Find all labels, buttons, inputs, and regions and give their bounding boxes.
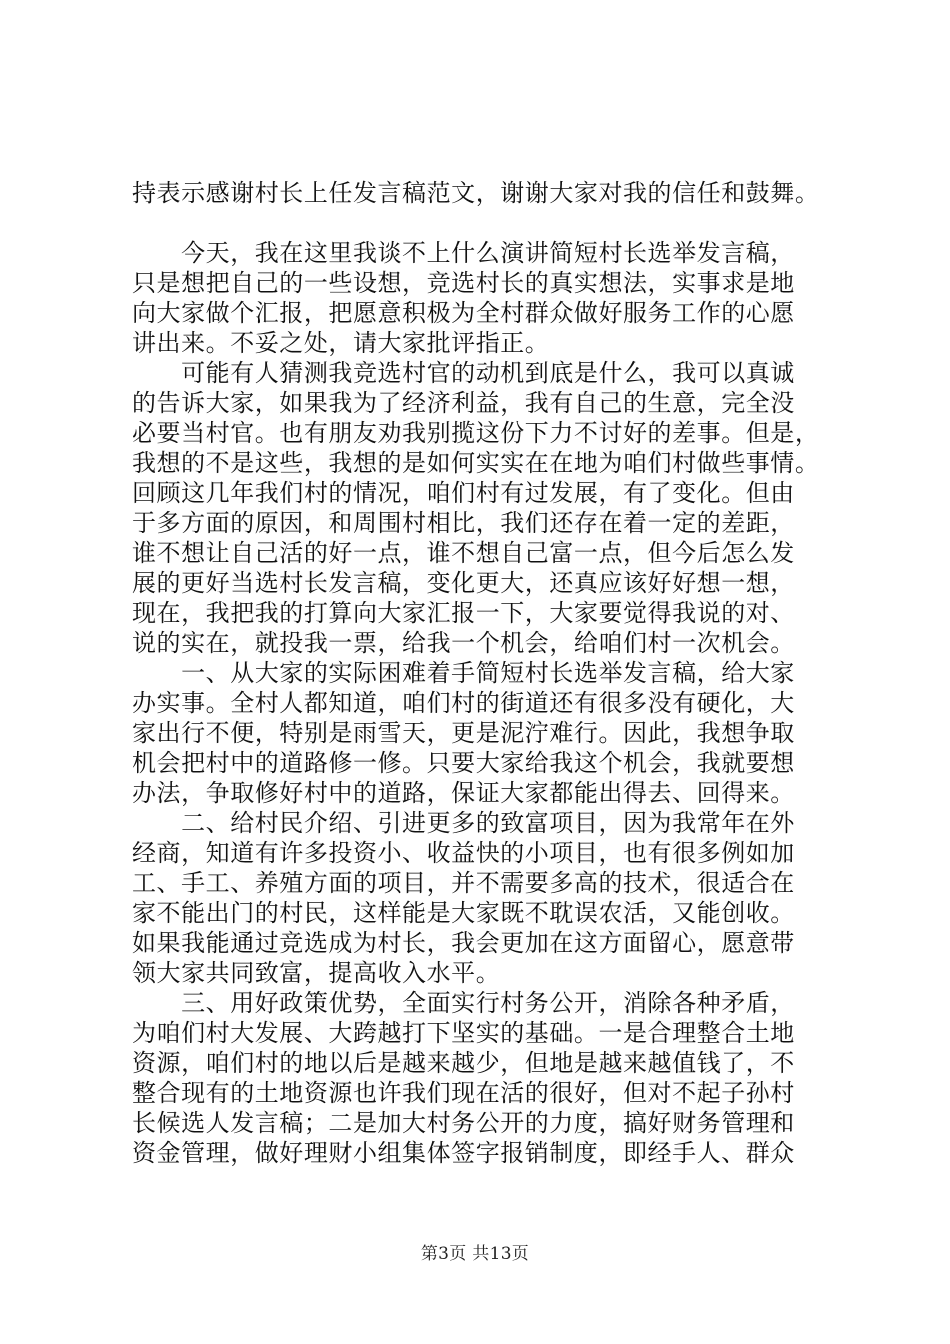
page-footer: [0, 1242, 950, 1266]
text-line: 一、从大家的实际困难着手简短村长选举发言稿，给大家: [132, 659, 795, 687]
text-line: 今天，我在这里我谈不上什么演讲简短村长选举发言稿，: [132, 239, 795, 267]
text-line: 家不能出门的村民，这样能是大家既不耽误农活，又能创收。: [132, 899, 795, 927]
text-line: 持表示感谢村长上任发言稿范文，谢谢大家对我的信任和鼓舞。: [132, 179, 820, 207]
text-line: 工、手工、养殖方面的项目，并不需要多高的技术，很适合在: [132, 869, 795, 897]
text-line: 必要当村官。也有朋友劝我别揽这份下力不讨好的差事。但是，: [132, 419, 820, 447]
text-line: 资金管理，做好理财小组集体签字报销制度，即经手人、群众: [132, 1139, 795, 1167]
text-line: 如果我能通过竞选成为村长，我会更加在这方面留心，愿意带: [132, 929, 795, 957]
text-line: 经商，知道有许多投资小、收益快的小项目，也有很多例如加: [132, 839, 795, 867]
text-line: 只是想把自己的一些设想，竞选村长的真实想法，实事求是地: [132, 269, 795, 297]
text-line: 长候选人发言稿；二是加大村务公开的力度，搞好财务管理和: [132, 1109, 795, 1137]
text-line: 家出行不便，特别是雨雪天，更是泥泞难行。因此，我想争取: [132, 719, 795, 747]
text-line: 的告诉大家，如果我为了经济利益，我有自己的生意，完全没: [132, 389, 795, 417]
text-line: 回顾这几年我们村的情况，咱们村有过发展，有了变化。但由: [132, 479, 795, 507]
text-line: 机会把村中的道路修一修。只要大家给我这个机会，我就要想: [132, 749, 795, 777]
text-line: 二、给村民介绍、引进更多的致富项目，因为我常年在外: [132, 809, 795, 837]
text-line: 讲出来。不妥之处，请大家批评指正。: [132, 329, 550, 357]
text-line: 向大家做个汇报，把愿意积极为全村群众做好服务工作的心愿: [132, 299, 795, 327]
text-line: 我想的不是这些，我想的是如何实实在在地为咱们村做些事情。: [132, 449, 820, 477]
text-line: 展的更好当选村长发言稿，变化更大，还真应该好好想一想，: [132, 569, 795, 597]
text-line: 办法，争取修好村中的道路，保证大家都能出得去、回得来。: [132, 779, 795, 807]
page-number: 第3页 共13页: [420, 1244, 530, 1264]
text-line: 于多方面的原因，和周围村相比，我们还存在着一定的差距，: [132, 509, 795, 537]
text-line: 可能有人猜测我竞选村官的动机到底是什么，我可以真诚: [132, 359, 795, 387]
text-line: 整合现有的土地资源也许我们现在活的很好，但对不起子孙村: [132, 1079, 795, 1107]
text-line: 谁不想让自己活的好一点，谁不想自己富一点，但今后怎么发: [132, 539, 795, 567]
text-line: 为咱们村大发展、大跨越打下坚实的基础。一是合理整合土地: [132, 1019, 795, 1047]
text-line: 现在，我把我的打算向大家汇报一下，大家要觉得我说的对、: [132, 599, 795, 627]
text-line: 三、用好政策优势，全面实行村务公开，消除各种矛盾，: [132, 989, 795, 1017]
text-line: 资源，咱们村的地以后是越来越少，但地是越来越值钱了，不: [132, 1049, 795, 1077]
text-line: 办实事。全村人都知道，咱们村的街道还有很多没有硬化，大: [132, 689, 795, 717]
text-line: 说的实在，就投我一票，给我一个机会，给咱们村一次机会。: [132, 629, 795, 657]
text-line: 领大家共同致富，提高收入水平。: [132, 959, 501, 987]
